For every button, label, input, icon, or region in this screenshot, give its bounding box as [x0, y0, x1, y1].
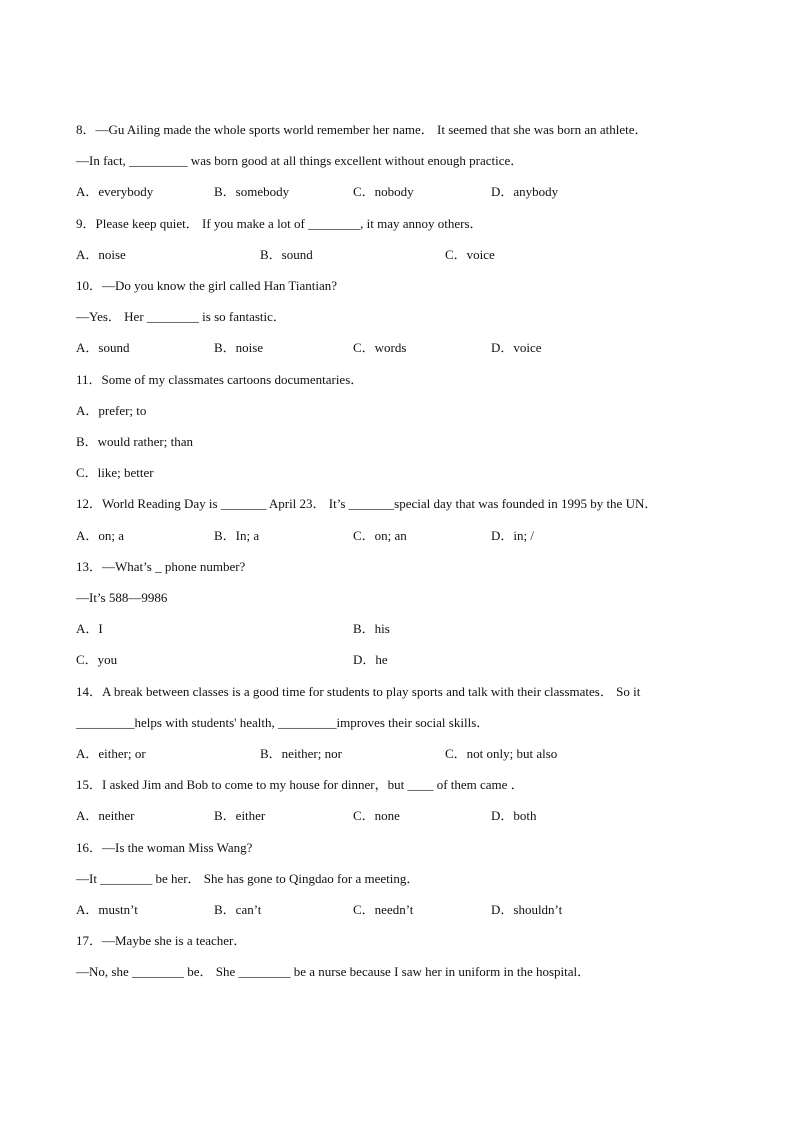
- q13-option-c: C．you: [76, 652, 118, 667]
- q16-option-b: B．can’t: [214, 902, 262, 917]
- q16-option-d: D．shouldn’t: [491, 902, 563, 917]
- q12-option-d: D．in; /: [491, 528, 534, 543]
- q13-option-d: D．he: [353, 652, 388, 667]
- question-14-stem-continued: _________helps with students' health, _________improves their social skills．: [76, 715, 490, 730]
- q12-option-c: C．on; an: [353, 528, 407, 543]
- q8-option-a: A．everybody: [76, 184, 154, 199]
- q12-option-a: A．on; a: [76, 528, 125, 543]
- q8-option-b: B．somebody: [214, 184, 290, 199]
- q9-option-a: A．noise: [76, 247, 126, 262]
- question-15-stem: 15．I asked Jim and Bob to come to my house for dinner，but ____ of them came ．: [76, 777, 524, 792]
- q9-option-c: C．voice: [445, 247, 495, 262]
- q10-option-d: D．voice: [491, 340, 542, 355]
- question-9-stem: 9．Please keep quiet． If you make a lot of ________, it may annoy others．: [76, 216, 483, 231]
- question-16-reply: —It ________ be her． She has gone to Qingdao for a meeting．: [76, 871, 420, 886]
- q11-option-c: C．like; better: [76, 465, 154, 480]
- q8-option-d: D．anybody: [491, 184, 559, 199]
- question-16-stem: 16．—Is the woman Miss Wang?: [76, 840, 253, 855]
- q13-option-a: A．I: [76, 621, 103, 636]
- q10-option-b: B．noise: [214, 340, 264, 355]
- question-10-reply: —Yes． Her ________ is so fantastic．: [76, 309, 286, 324]
- q8-option-c: C．nobody: [353, 184, 414, 199]
- question-11-stem: 11．Some of my classmates cartoons documentaries．: [76, 372, 364, 387]
- q13-option-b: B．his: [353, 621, 390, 636]
- q14-option-b: B．neither; nor: [260, 746, 342, 761]
- q14-option-a: A．either; or: [76, 746, 146, 761]
- question-8-stem: 8．—Gu Ailing made the whole sports world remember her name． It seemed that she was born an athlete．: [76, 122, 648, 137]
- q16-option-c: C．needn’t: [353, 902, 414, 917]
- q16-option-a: A．mustn’t: [76, 902, 138, 917]
- question-17-stem: 17．—Maybe she is a teacher．: [76, 933, 247, 948]
- q12-option-b: B．In; a: [214, 528, 260, 543]
- question-10-stem: 10．—Do you know the girl called Han Tiantian?: [76, 278, 338, 293]
- question-12-stem: 12．World Reading Day is _______ April 23． It’s _______special day that was founded in 1995 by the UN．: [76, 496, 658, 511]
- q11-option-a: A．prefer; to: [76, 403, 147, 418]
- q9-option-b: B．sound: [260, 247, 313, 262]
- question-14-stem: 14．A break between classes is a good time for students to play sports and talk with their classmates． So it: [76, 684, 641, 699]
- question-8-reply: —In fact, _________ was born good at all things excellent without enough practice．: [76, 153, 524, 168]
- q15-option-c: C．none: [353, 808, 400, 823]
- q15-option-d: D．both: [491, 808, 537, 823]
- q10-option-c: C．words: [353, 340, 407, 355]
- q14-option-c: C．not only; but also: [445, 746, 558, 761]
- question-13-stem: 13．—What’s _ phone number?: [76, 559, 246, 574]
- q11-option-b: B．would rather; than: [76, 434, 193, 449]
- q15-option-b: B．either: [214, 808, 266, 823]
- q15-option-a: A．neither: [76, 808, 135, 823]
- question-13-reply: —It’s 588—9986: [76, 590, 168, 605]
- q10-option-a: A．sound: [76, 340, 130, 355]
- question-17-reply: —No, she ________ be． She ________ be a nurse because I saw her in uniform in the hospital．: [76, 964, 591, 979]
